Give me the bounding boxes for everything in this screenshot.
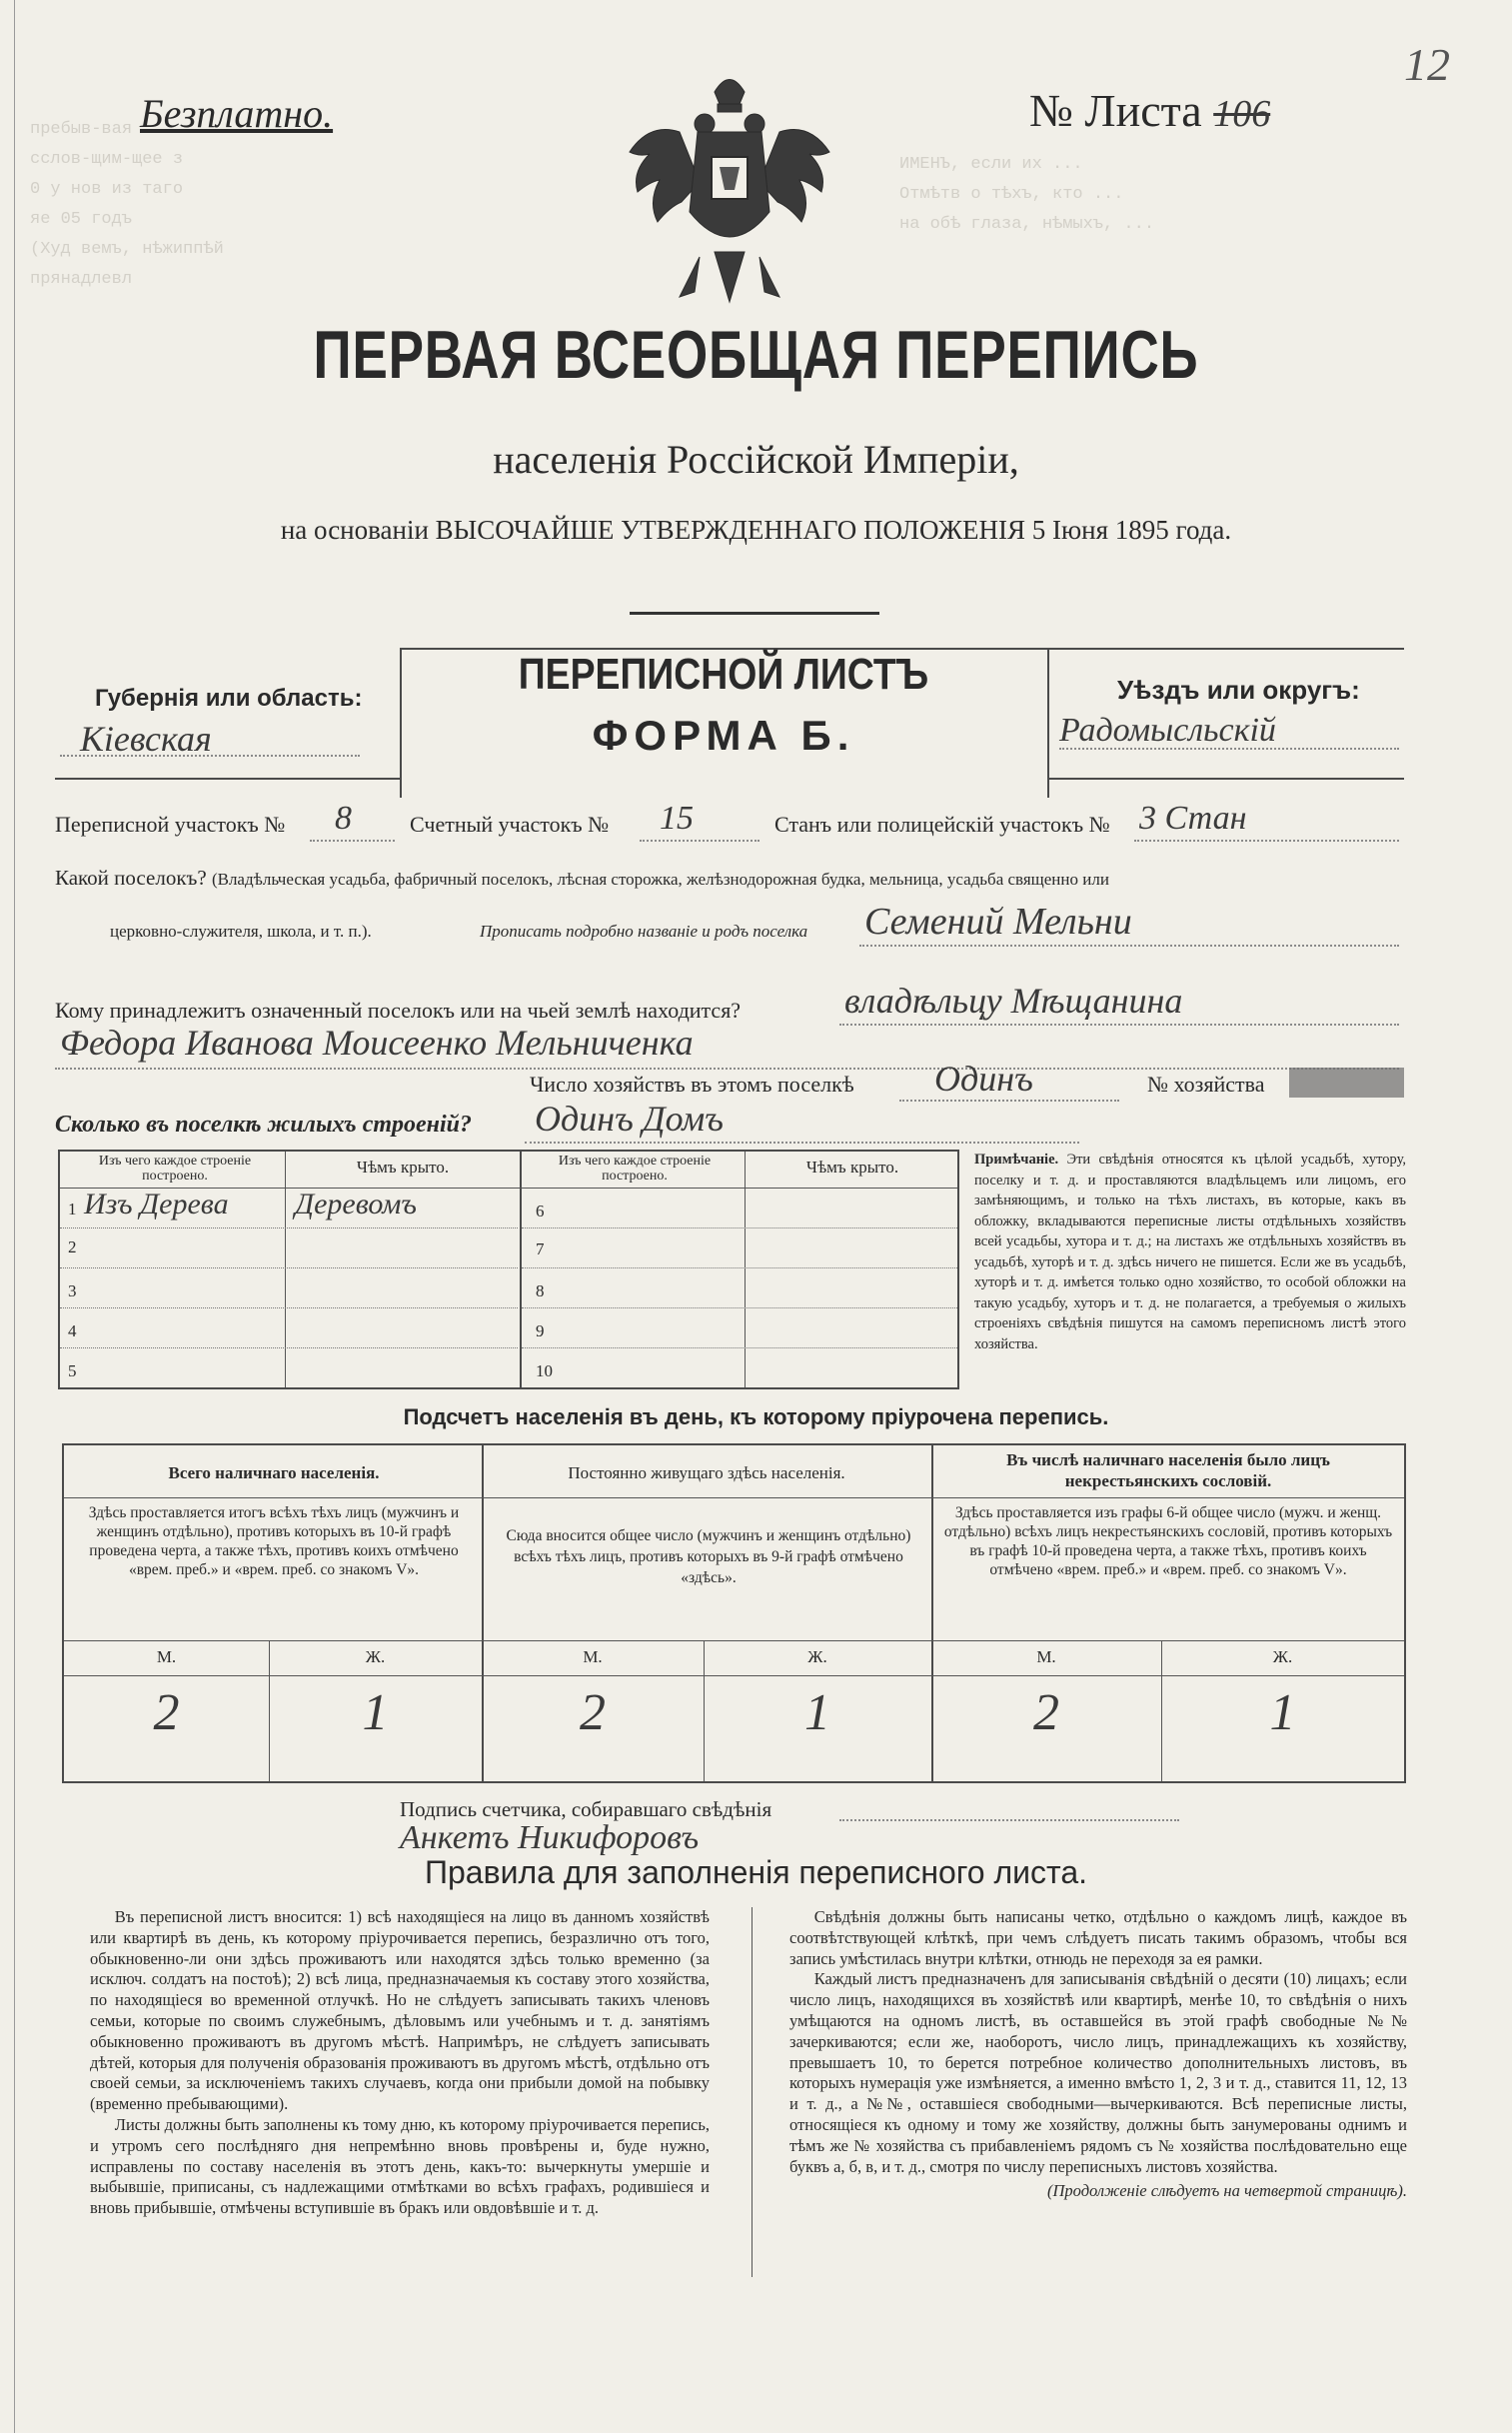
pop-mf-header-rule [64,1640,1404,1641]
household-no-label: № хозяйства [1147,1072,1265,1097]
row-number: 4 [68,1321,77,1340]
bleed-through-right [899,150,1359,240]
pop-col1-m-value: 2 [153,1684,180,1741]
buildings-value: Одинъ Домъ [535,1099,724,1139]
owner-label: Кому принадлежитъ означенный поселокъ или на чьей землѣ находится? [55,998,742,1023]
form-header-bottom-rule-left [55,778,400,780]
row-number: 10 [536,1361,553,1380]
note-lead: Примѣчаніе. [974,1152,1059,1168]
table-row [60,1227,518,1268]
ghost-line: 0 у нов из таго [30,180,184,199]
table-row [60,1190,518,1228]
ghost-line: яе 05 годъ [30,210,133,229]
households-underline [899,1100,1119,1102]
owner-underline-2 [55,1068,1399,1070]
table-row [522,1190,957,1228]
rules-left-paragraph-1: Въ переписной листъ вносится: 1) всѣ находящіеся на лицо въ данномъ хозяйствѣ или квартирѣ въ день, къ которому пріурочивается перепись, безразлично отъ того, обыкновенно-ли они здѣсь проживаютъ или находятся здѣсь только временно (за исключ. солдатъ на постоѣ); 2) всѣ лица, предназначаемыя къ составу этого хозяйства, по находящіеся во временной отлучкѣ. Но не слѣдуетъ записывать такихъ членовъ семьи, которые по своимъ служебнымъ, дѣловымъ или учебнымъ и т. д. занятіямъ обыкновенно проживаютъ въ другомъ мѣстѣ. Напримѣръ, не слѣдуетъ записывать дѣтей, которыя для полученія образованія проживаютъ въ другомъ мѣстѣ, отдѣльно отъ своей семьи, за исключеніемъ такихъ случаевъ, когда они прибыли домой на побывку (временно пребывающими). [90,1907,710,2114]
imperial-eagle-emblem [620,62,839,317]
settlement-underline [859,945,1399,947]
household-no-smudge [1289,1068,1404,1098]
pop-col1-desc: Здѣсь проставляется итогъ всѣхъ тѣхъ лицъ (мужчинъ и женщинъ отдѣльно), противъ которыхъ въ 10-й графѣ проведена черта, а также тѣхъ, противъ коихъ отмѣчено «врем. преб.» и «врем. преб. со знакомъ V». [88,1504,460,1578]
census-section-value: 8 [335,800,352,837]
row-number: 1 [68,1200,77,1218]
pop-col3-f-label: Ж. [1272,1647,1293,1666]
form-name: ФОРМА Б. [592,712,855,759]
sheet-number-caption: № Листа [1029,85,1202,136]
sheet-number-label [1029,84,1270,137]
pop-col1-f-label: Ж. [365,1647,386,1666]
form-header-right-divider [1047,648,1049,798]
settlement-hint2: церковно-служителя, школа, и т. п.). [110,922,372,941]
row-number: 6 [536,1202,545,1220]
left-margin-rule [14,0,15,2433]
ghost-line: (Худ вемъ, нѣжиппѣй [30,240,224,259]
district-underline [1059,748,1399,750]
table-row [60,1347,518,1387]
rules-left-paragraph-2: Листы должны быть заполнены къ тому дню, къ которому пріурочивается перепись, и утромъ сего послѣдняго дня непремѣнно вновь провѣрены и, буде нужно, исправлены по составу населенія въ этотъ день, какъ-то: вычеркнуты умершіе и выбывшіе, приписаны, съ надлежащими отмѣтками во всѣхъ графахъ, родившіеся и вновь прибывшіе, отмѣчены вступившіе въ бракъ или овдовѣвшіе и т. д. [90,2114,710,2218]
households-label: Число хозяйствъ въ этомъ поселкѣ [530,1072,854,1097]
pop-title-rule-3 [931,1497,1404,1498]
bleed-through-left [30,115,380,295]
pop-col1-m-label: М. [156,1647,177,1666]
row-number: 9 [536,1321,545,1340]
pop-col3-f-value: 1 [1269,1684,1296,1741]
ghost-line: прянадлевл [30,270,133,289]
pop-title-rule-1 [64,1497,482,1498]
row-number: 3 [68,1281,77,1300]
district-label: Уѣздъ или округъ: [1117,675,1360,705]
pop-col1-title: Всего наличнаго населенія. [168,1463,380,1482]
province-underline [60,755,360,757]
rules-left-column [90,1907,710,2219]
population-table [62,1443,1406,1783]
signature-value: Анкетъ Никифоровъ [400,1819,700,1856]
buildings-underline [525,1142,1079,1144]
col-roof-right: Чѣмъ крыто. [805,1158,899,1177]
owner-value-line2: Федора Иванова Моисеенко Мельниченка [60,1023,694,1063]
rules-right-paragraph-2: Каждый листъ предназначенъ для записыванія свѣдѣній о десяти (10) лицахъ; если число лицъ, находящихся въ хозяйствѣ или квартирѣ, менѣе 10, то свѣдѣнія о нихъ умѣщаются на одномъ листѣ, въ оставшейся въ этой графѣ свободные №№ зачеркиваются; если же, наоборотъ, число лицъ, принадлежащихъ къ хозяйству, превышаетъ 10, то берется потребное количество дополнительныхъ листовъ, въ которыхъ нумерація уже измѣняется, а именно вмѣсто 1, 2, 3 и т. д., ставится 11, 12, 13 и т. д., а №№, оставшіеся свободными—вычеркиваются. Всѣ переписные листы, относящіеся къ одному и тому же хозяйству, должны быть занумерованы однимъ и тѣмъ же № хозяйства съ прибавленіемъ рядомъ съ № хозяйства послѣдовательно еще буквъ а, б, в, и т. д., смотря по числу переписныхъ листовъ хозяйства. [789,1969,1407,2176]
table-row [60,1267,518,1308]
count-section-underline [640,840,759,842]
row-material: Изъ Дерева [84,1188,229,1220]
pop-col3-m-value: 2 [1033,1684,1059,1741]
settlement-label: Какой поселокъ? [55,866,207,890]
pop-col2-title: Постоянно живущаго здѣсь населенія. [568,1463,845,1482]
pop-col3-title: Въ числѣ наличнаго населенія было лицъ некрестьянскихъ сословій. [1006,1450,1330,1490]
table-row [522,1227,957,1268]
col-roof-left: Чѣмъ крыто. [356,1158,450,1177]
form-header-bottom-rule-right [1047,778,1404,780]
sheet-title: ПЕРЕПИСНОЙ ЛИСТЪ [518,650,929,699]
owner-value-line1: владѣльцу Мѣщанина [844,981,1183,1021]
police-value: 3 Стан [1139,800,1247,837]
table-row [522,1307,957,1348]
title-basis: на основаніи ВЫСОЧАЙШЕ УТВЕРЖДЕННАГО ПОЛОЖЕНІЯ 5 Іюня 1895 года. [280,515,1232,545]
sheet-number-value: 106 [1213,93,1271,135]
table-row [522,1267,957,1308]
ghost-line: на обѣ глаза, нѣмыхъ, ... [899,215,1155,234]
table-row [60,1307,518,1348]
free-label: Безплатно. [140,91,334,136]
row-number: 2 [68,1237,77,1256]
signature-underline [839,1819,1179,1821]
pop-title-rule-2 [482,1497,931,1498]
district-value: Радомысльскій [1059,712,1276,749]
pop-col2-m-value: 2 [580,1684,606,1741]
count-section-label: Счетный участокъ № [410,812,610,837]
row-number: 7 [536,1239,545,1258]
col-material-right: Изъ чего каждое строеніе построено. [558,1154,712,1184]
buildings-label: Сколько въ поселкѣ жилыхъ строеній? [55,1112,472,1138]
count-section-value: 15 [660,800,694,837]
ghost-line: сслов-щим-щее з [30,150,184,169]
buildings-table [58,1150,959,1389]
pop-col3-desc: Здѣсь проставляется изъ графы 6-й общее число (мужч. и женщ. отдѣльно) всѣхъ лицъ некрестьянскихъ сословій, противъ которыхъ въ графѣ 10-й проведена черта, а также тѣхъ, противъ коихъ отмѣчено «врем. преб.» и «врем. преб. со знакомъ V». [943,1504,1393,1578]
census-section-label: Переписной участокъ № [55,812,286,837]
table-row [522,1347,957,1387]
row-roof: Деревомъ [295,1188,417,1220]
col-material-left: Изъ чего каждое строеніе построено. [98,1154,252,1184]
title-separator [630,612,879,615]
archive-page-number: 12 [1404,39,1450,90]
pop-col2-f-label: Ж. [807,1647,827,1666]
rules-right-column [789,1907,1407,2202]
province-label: Губернія или область: [95,685,363,712]
pop-col2-f-value: 1 [804,1684,830,1741]
pop-col1-f-value: 1 [362,1684,389,1741]
row-number: 8 [536,1281,545,1300]
census-section-underline [310,840,395,842]
signature-label: Подпись счетчика, собиравшаго свѣдѣнія [400,1797,772,1821]
pop-col2-desc: Сюда вносится общее число (мужчинъ и женщинъ отдѣльно) всѣхъ тѣхъ лицъ, противъ которыхъ въ 9-й графѣ отмѣчено «здѣсь». [506,1527,911,1586]
rules-continued-note: (Продолженіе слѣдуетъ на четвертой страницѣ). [1047,2181,1407,2201]
buildings-note [974,1150,1406,1354]
ghost-line: пребыв-вая [30,120,133,139]
pop-col3-m-label: М. [1036,1647,1056,1666]
police-label: Станъ или полицейскій участокъ № [774,812,1110,837]
note-text: Эти свѣдѣнія относятся къ цѣлой усадьбѣ, хутору, поселку и т. д. и проставляются владѣльцемъ или лицомъ, его замѣняющимъ, и только на тѣхъ листахъ, въ которые, какъ въ обложку, вкладываются переписные листы отдѣльныхъ хозяйствъ всей усадьбы, хутора и т. д.; на листахъ же отдѣльныхъ хозяйствъ въ усадьбѣ, хуторѣ и т. д. здѣсь ничего не пишется. Если же въ усадьбѣ, хуторѣ и т. д. имѣется только одно хозяйство, то особой обложки на такую усадьбу, хуторъ и т. д. не полагается, а требуемыя о жилыхъ строеніяхъ свѣдѣнія пишутся на самомъ переписномъ листѣ этого хозяйства. [974,1152,1406,1352]
pop-value-rule [64,1675,1404,1676]
settlement-instruction: Прописать подробно названіе и родъ поселка [480,922,808,941]
settlement-hint: (Владѣльческая усадьба, фабричный поселокъ, лѣсная сторожка, желѣзнодорожная будка, мельница, усадьба священно или [211,870,1109,889]
settlement-value: Семений Мельни [864,901,1132,943]
settlement-line [55,866,1404,891]
police-underline [1134,840,1399,842]
title-sub: населенія Россійской Имперіи, [493,437,1019,482]
row-number: 5 [68,1361,77,1380]
title-main: ПЕРВАЯ ВСЕОБЩАЯ ПЕРЕПИСЬ [313,317,1199,393]
province-value: Кіевская [80,719,212,759]
rules-right-paragraph-1: Свѣдѣнія должны быть написаны четко, отдѣльно о каждомъ лицѣ, каждое въ соотвѣтствующей клѣткѣ, при чемъ слѣдуетъ писать такимъ образомъ, чтобы вся запись умѣстилась внутри клѣтки, отнюдь не переходя за ея рамки. [789,1907,1407,1968]
ghost-line: ИМЕНЪ, если их ... [899,155,1083,174]
owner-underline-1 [839,1024,1399,1026]
rules-column-divider [752,1907,753,2277]
pop-col2-m-label: М. [583,1647,603,1666]
population-heading: Подсчетъ населенія въ день, къ которому пріурочена перепись. [403,1404,1109,1429]
ghost-line: Отмѣтв о тѣхъ, кто ... [899,185,1124,204]
rules-title: Правила для заполненія переписного листа. [425,1854,1087,1890]
households-value: Одинъ [934,1059,1033,1099]
